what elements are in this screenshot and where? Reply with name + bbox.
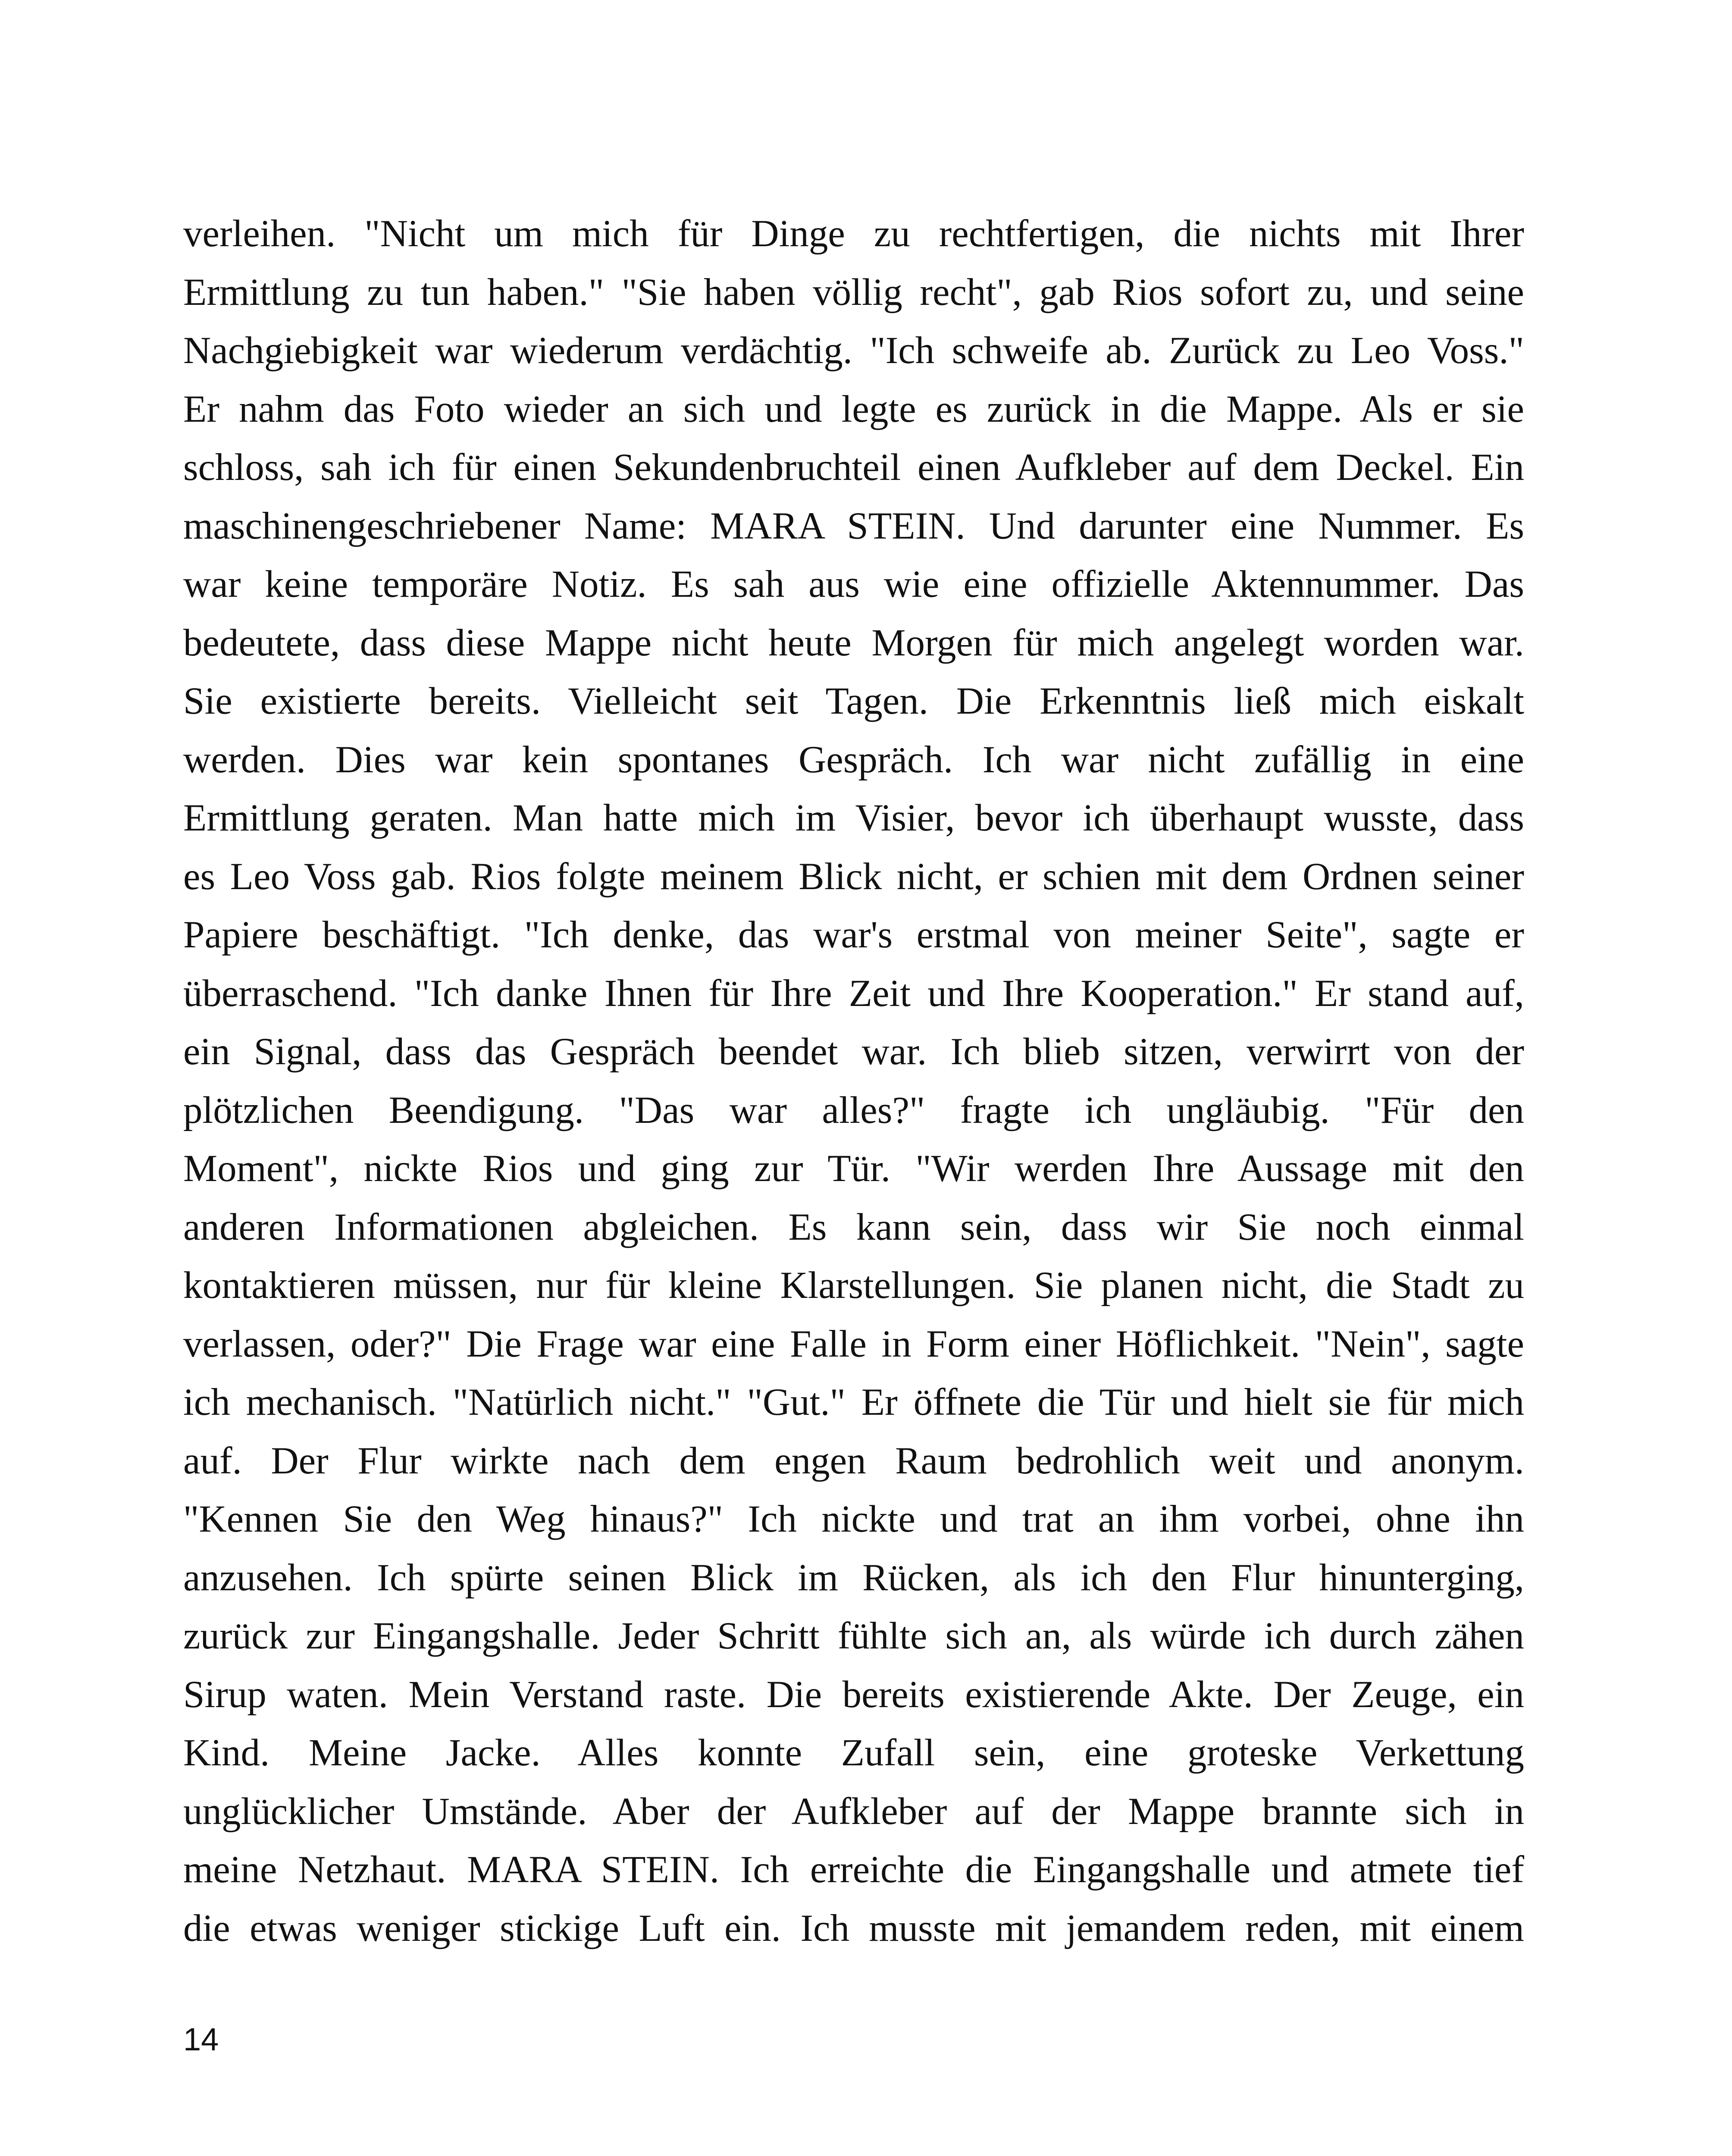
text-line: plötzlichen Beendigung. "Das war alles?" fragte ich ungläubig. "Für den — [183, 1089, 1524, 1131]
text-line: überraschend. "Ich danke Ihnen für Ihre Zeit und Ihre Kooperation." Er stand auf, — [183, 972, 1524, 1015]
text-line: bedeutete, dass diese Mappe nicht heute Morgen für mich angelegt worden war. — [183, 621, 1524, 664]
body-text — [183, 205, 1524, 1958]
text-line: Moment", nickte Rios und ging zur Tür. "Wir werden Ihre Aussage mit den — [183, 1147, 1524, 1190]
text-line: anderen Informationen abgleichen. Es kann sein, dass wir Sie noch einmal — [183, 1206, 1524, 1248]
text-line: Sirup waten. Mein Verstand raste. Die bereits existierende Akte. Der Zeuge, ein — [183, 1673, 1524, 1716]
page-number: 14 — [183, 2021, 219, 2057]
text-line: zurück zur Eingangshalle. Jeder Schritt fühlte sich an, als würde ich durch zähen — [183, 1615, 1524, 1657]
text-line: Papiere beschäftigt. "Ich denke, das war's erstmal von meiner Seite", sagte er — [183, 914, 1524, 956]
text-line: Er nahm das Foto wieder an sich und legte es zurück in die Mappe. Als er sie — [183, 388, 1524, 430]
text-line: "Kennen Sie den Weg hinaus?" Ich nickte und trat an ihm vorbei, ohne ihn — [183, 1498, 1524, 1540]
text-line: unglücklicher Umstände. Aber der Aufkleber auf der Mappe brannte sich in — [183, 1790, 1524, 1833]
text-line: Nachgiebigkeit war wiederum verdächtig. "Ich schweife ab. Zurück zu Leo Voss." — [183, 329, 1524, 372]
text-line: meine Netzhaut. MARA STEIN. Ich erreichte die Eingangshalle und atmete tief — [183, 1849, 1524, 1891]
text-line: verleihen. "Nicht um mich für Dinge zu rechtfertigen, die nichts mit Ihrer — [183, 213, 1524, 255]
text-line: es Leo Voss gab. Rios folgte meinem Blick nicht, er schien mit dem Ordnen seiner — [183, 855, 1524, 898]
text-line: Ermittlung zu tun haben." "Sie haben völlig recht", gab Rios sofort zu, und seine — [183, 271, 1524, 313]
text-line: Ermittlung geraten. Man hatte mich im Visier, bevor ich überhaupt wusste, dass — [183, 797, 1524, 839]
text-line: verlassen, oder?" Die Frage war eine Falle in Form einer Höflichkeit. "Nein", sagte — [183, 1322, 1524, 1365]
text-line: kontaktieren müssen, nur für kleine Klarstellungen. Sie planen nicht, die Stadt zu — [183, 1264, 1524, 1307]
text-line: maschinengeschriebener Name: MARA STEIN. Und darunter eine Nummer. Es — [183, 505, 1524, 547]
text-line: war keine temporäre Notiz. Es sah aus wie eine offizielle Aktennummer. Das — [183, 563, 1524, 605]
text-line: ein Signal, dass das Gespräch beendet war. Ich blieb sitzen, verwirrt von der — [183, 1031, 1524, 1073]
text-line: ich mechanisch. "Natürlich nicht." "Gut." Er öffnete die Tür und hielt sie für mich — [183, 1381, 1524, 1423]
text-line: schloss, sah ich für einen Sekundenbruchteil einen Aufkleber auf dem Deckel. Ein — [183, 446, 1524, 489]
text-line: anzusehen. Ich spürte seinen Blick im Rücken, als ich den Flur hinunterging, — [183, 1556, 1524, 1599]
text-line: Kind. Meine Jacke. Alles konnte Zufall sein, eine groteske Verkettung — [183, 1732, 1524, 1774]
text-line: werden. Dies war kein spontanes Gespräch. Ich war nicht zufällig in eine — [183, 738, 1524, 781]
text-line: Sie existierte bereits. Vielleicht seit Tagen. Die Erkenntnis ließ mich eiskalt — [183, 680, 1524, 722]
text-line: die etwas weniger stickige Luft ein. Ich musste mit jemandem reden, mit einem — [183, 1907, 1524, 1949]
text-line: auf. Der Flur wirkte nach dem engen Raum bedrohlich weit und anonym. — [183, 1439, 1524, 1482]
